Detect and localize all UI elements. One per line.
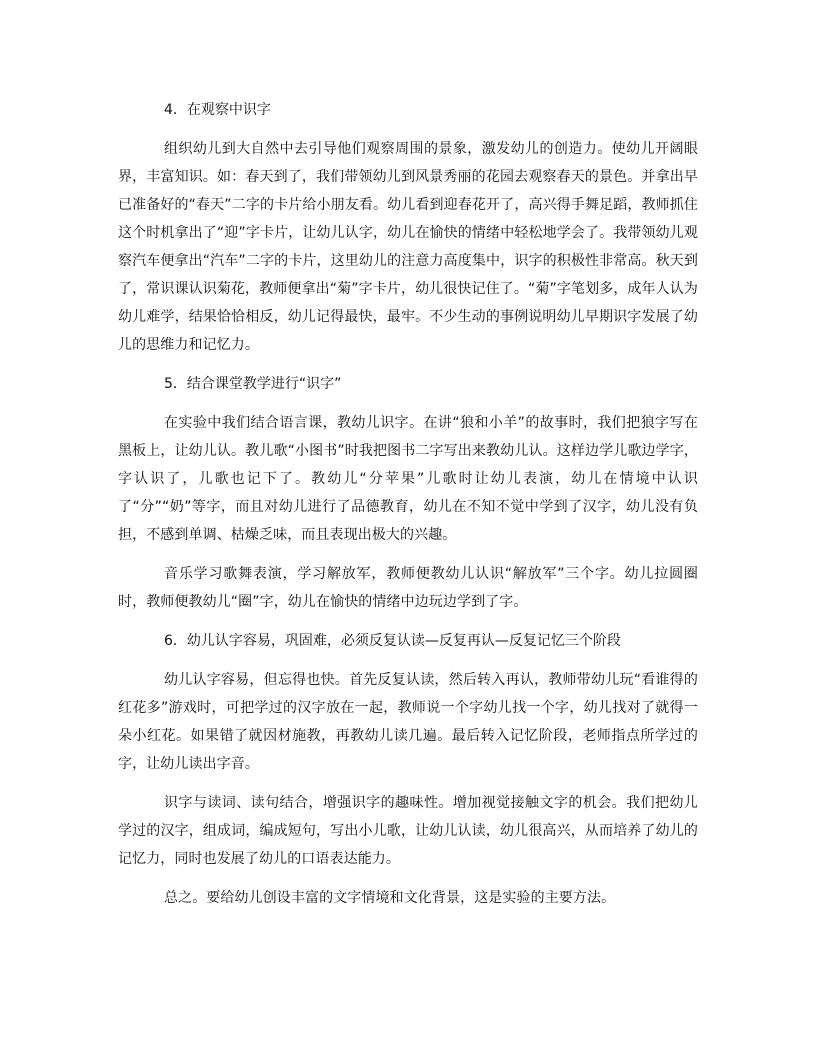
paragraph-language-class: 在实验中我们结合语言课，教幼儿识字。在讲“狼和小羊”的故事时，我们把狼字写在黑板上，让幼儿认。教儿歌“小图书”时我把图书二字写出来教幼儿认。这样边学儿歌边学字，字认识了，儿歌也记下了。教幼儿“分苹果”儿歌时让幼儿表演，幼儿在情境中认识了“分”“奶”等字，而且对幼儿进行了品德教育，幼儿在不知不觉中学到了汉字，幼儿没有负担，不感到单调、枯燥乏味，而且表现出极大的兴趣。 [118, 415, 698, 543]
paragraph-repetition: 幼儿认字容易，但忘得也快。首先反复认读，然后转入再认，教师带幼儿玩“看谁得的红花多”游戏时，可把学过的汉字放在一起，教师说一个字幼儿找一个字，幼儿找对了就得一朵小红花。如果错了就因材施教，再教幼儿读几遍。最后转入记忆阶段，老师指点所学过的字，让幼儿读出字音。 [118, 672, 698, 772]
paragraph-music-class: 音乐学习歌舞表演，学习解放军，教师便教幼儿认识“解放军”三个字。幼儿拉圆圈时，教师便教幼儿“圈”字，幼儿在愉快的情绪中边玩边学到了字。 [118, 566, 698, 610]
section-heading-5: 5．结合课堂教学进行“识字” [164, 376, 342, 392]
section-heading-6: 6．幼儿认字容易，巩固难，必须反复认读—反复再认—反复记忆三个阶段 [164, 633, 621, 649]
document-body [118, 96, 698, 923]
paragraph-reading-words: 识字与读词、读句结合，增强识字的趣味性。增加视觉接触文字的机会。我们把幼儿学过的汉字，组成词，编成短句，写出小儿歌，让幼儿认读，幼儿很高兴，从而培养了幼儿的记忆力，同时也发展了幼儿的口语表达能力。 [118, 795, 698, 867]
paragraph-conclusion: 总之。要给幼儿创设丰富的文字情境和文化背景，这是实验的主要方法。 [164, 890, 616, 906]
section-heading-4: 4．在观察中识字 [164, 102, 271, 118]
paragraph-observation: 组织幼儿到大自然中去引导他们观察周围的景象，激发幼儿的创造力。使幼儿开阔眼界，丰富知识。如：春天到了，我们带领幼儿到风景秀丽的花园去观察春天的景色。并拿出早已准备好的“春天”二字的卡片给小朋友看。幼儿看到迎春花开了，高兴得手舞足蹈，教师抓住这个时机拿出了“迎”字卡片，让幼儿认字，幼儿在愉快的情绪中轻松地学会了。我带领幼儿观察汽车便拿出“汽车”二字的卡片，这里幼儿的注意力高度集中，识字的积极性非常高。秋天到了，常识课认识菊花，教师便拿出“菊”字卡片，幼儿很快记住了。“菊”字笔划多，成年人认为幼儿难学，结果恰恰相反，幼儿记得最快，最牢。不少生动的事例说明幼儿早期识字发展了幼儿的思维力和记忆力。 [118, 141, 698, 353]
